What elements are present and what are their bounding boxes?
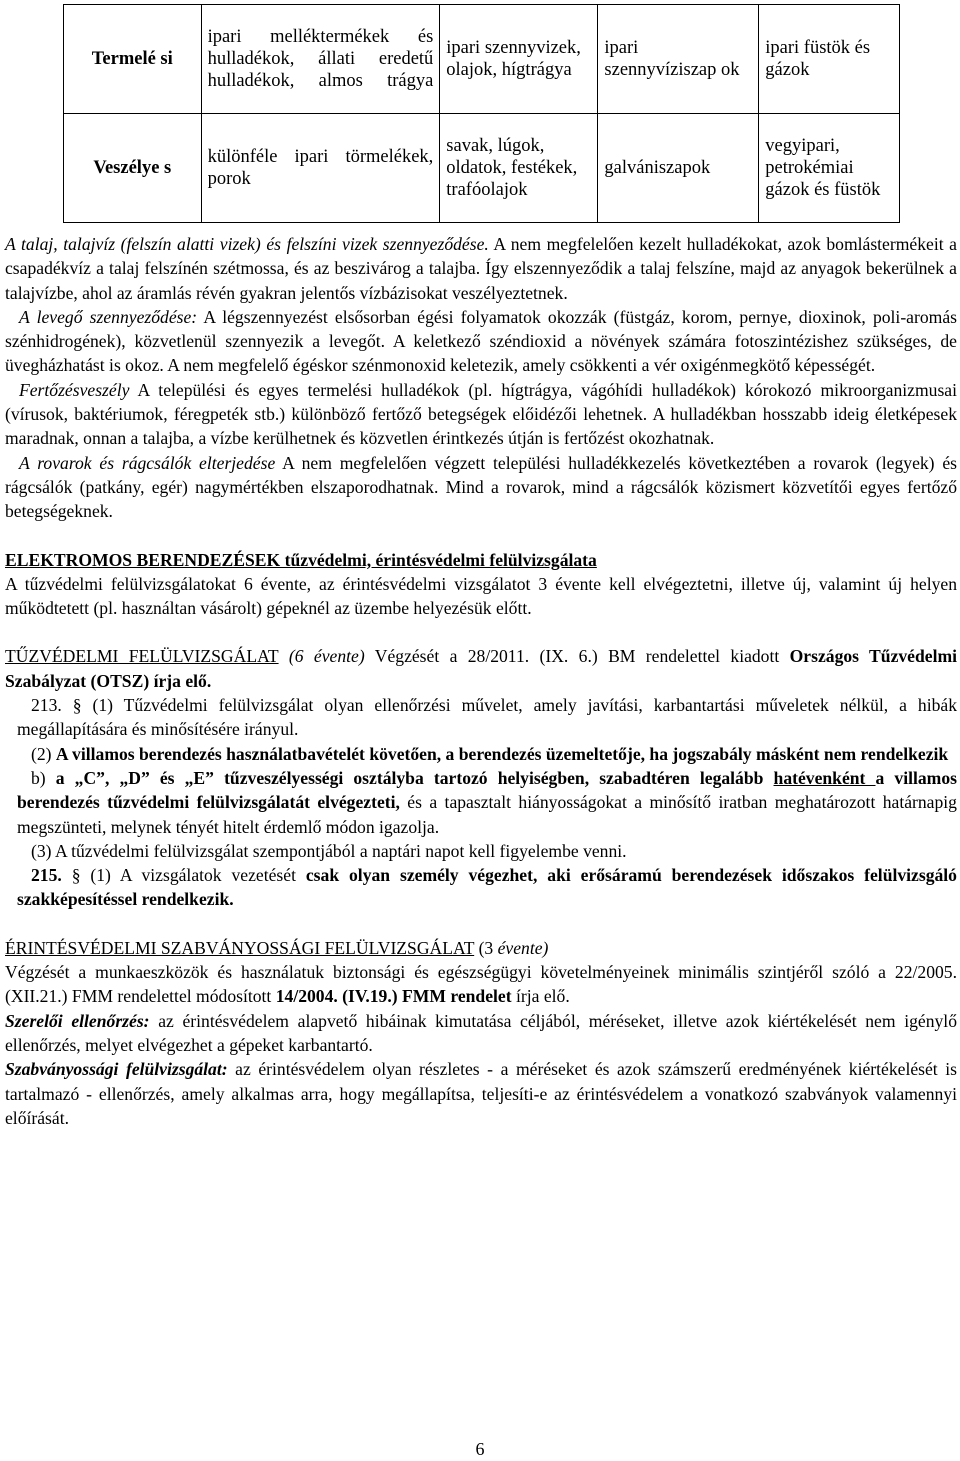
touch-period-italic: évente) xyxy=(497,937,549,958)
section-215-text: § (1) A vizsgálatok vezetését xyxy=(61,865,306,886)
section-b xyxy=(5,766,957,839)
fire-text: Végzését a 28/2011. (IX. 6.) BM rendelettel kiadott xyxy=(364,646,790,667)
page-number: 6 xyxy=(475,1439,485,1459)
section-b-bold: a „C”, „D” és „E” tűzveszélyességi osztályba tartozó helyiségben, szabadtéren legalább xyxy=(55,767,774,788)
waste-table xyxy=(63,4,900,223)
installer-title: Szerelői ellenőrzés: xyxy=(5,1010,150,1031)
standard-title: Szabványossági felülvizsgálat: xyxy=(5,1059,228,1080)
section-215-num: 215. xyxy=(31,865,62,886)
table-cell: ipari szennyvíziszap ok xyxy=(598,5,759,114)
document-body xyxy=(5,232,957,1130)
air-title: A levegő szennyeződése: xyxy=(19,306,198,327)
section-b-rest: és a tapasztalt hiányosságokat a minősítő iratban meghatározott határnapig megszünteti, melynek tényét hitelt érdemlő módon igazolja. xyxy=(17,792,957,837)
rodents-text: A nem megfelelően végzett települési hulladékkezelés következtében a rovarok (legyek) és rágcsálók (patkány, egér) nagymértékben elszaporodhatnak. Mind a rovarok, mind a rágcsálók közismert közvetítői egyes fertőző betegségeknek. xyxy=(5,452,957,522)
touch-paragraph xyxy=(5,960,957,1009)
row-header-production: Termelé si xyxy=(64,5,202,114)
touch-text2: írja elő. xyxy=(511,986,570,1007)
air-text: A légszennyezést elsősorban égési folyamatok okozzák (füstgáz, korom, pernye, dioxinok, poli-aromás szénhidrogének), közvetlenül szennyezik a levegőt. A keletkező széndioxid a növények számára fotoszintézishez szükséges, de üvegházhatást is okoz. A nem megfelelő égéskor szénmonoxid keletezik, amely csökkenti a vér oxigénmegkötő képességét. xyxy=(5,306,957,376)
soil-text: A nem megfelelően kezelt hulladékokat, azok bomlástermékeit a csapadékvíz a talaj felszínén szétmossa, és az beszivárog a talajba. Így elszennyeződik a talaj felszíne, majd az anyagok bekerülnek a talajvízbe, ahol az áramlás révén gyakran jelentős vízbázisokat veszélyeztetnek. xyxy=(5,234,957,303)
section-b-underline: hatévenként xyxy=(773,767,876,788)
section-213 xyxy=(5,693,957,742)
section-3-text: (3) A tűzvédelmi felülvizsgálat szempontjából a naptári napot kell figyelembe venni. xyxy=(31,840,627,861)
table-cell: ipari szennyvizek, olajok, hígtrágya xyxy=(440,5,598,114)
electric-heading xyxy=(5,548,957,572)
fire-paragraph xyxy=(5,644,957,693)
section-2-bold: A villamos berendezés használatbavételét követően, a berendezés üzemeltetője, ha jogszabály másként nem rendelkezik xyxy=(55,743,949,764)
table-cell: ipari füstök és gázok xyxy=(759,5,900,114)
infection-paragraph xyxy=(5,378,957,451)
section-2 xyxy=(5,742,957,766)
table-row xyxy=(64,114,900,223)
table-cell: ipari melléktermékek és hulladékok, állati eredetű hulladékok, almos trágya xyxy=(201,5,440,114)
touch-decree: 14/2004. (IV.19.) FMM rendelet xyxy=(275,986,512,1007)
section-3 xyxy=(5,839,957,863)
soil-title: A talaj, talajvíz (felszín alatti vizek) és felszíni vizek szennyeződése. xyxy=(5,234,489,254)
installer-text: az érintésvédelem alapvető hibáinak kimutatása céljából, méréseket, illetve azok kiértékelését nem igénylő ellenőrzés, melyet elvégezhet a gépeket karbantartó. xyxy=(5,1010,957,1055)
section-213-text: 213. § (1) Tűzvédelmi felülvizsgálat olyan ellenőrzési művelet, amely javítási, karbantartási műveletek nélkül, a hibák megállapítására és minősítésére irányul. xyxy=(17,695,957,740)
table-cell: savak, lúgok, oldatok, festékek, trafóolajok xyxy=(440,114,598,223)
infection-title: Fertőzésveszély xyxy=(19,379,130,400)
fire-heading: TŰZVÉDELMI FELÜLVIZSGÁLAT xyxy=(5,646,279,667)
table-cell: vegyipari, petrokémiai gázok és füstök xyxy=(759,114,900,223)
rodents-title: A rovarok és rágcsálók elterjedése xyxy=(19,452,276,473)
air-paragraph xyxy=(5,305,957,378)
touch-heading xyxy=(5,936,957,960)
fire-period: (6 évente) xyxy=(278,646,365,667)
infection-text: A települési és egyes termelési hulladékok (pl. hígtrágya, vágóhídi hulladékok) kórokozó mikroorganizmusai (vírusok, baktériumok, féregpeték stb.) különböző fertőző betegségek előidézői lehetnek. A hulladékban hosszabb ideig életképesek maradnak, onnan a talajba, a vízbe kerülhetnek és közvetlen érintkezés útján is fertőzést okozhatnak. xyxy=(5,379,957,449)
electric-paragraph: A tűzvédelmi felülvizsgálatokat 6 évente, az érintésvédelmi vizsgálatot 3 évente kell elvégeztetni, illetve új, valamint új helyen működtetett (pl. használtan vásárolt) gépeknél az üzembe helyezésük előtt. xyxy=(5,573,957,619)
standard-text: az érintésvédelem olyan részletes - a méréseket és azok számszerű eredményének kiértékelését is tartalmazó - ellenőrzés, amely alkalmas arra, hogy megállapítsa, teljesíti-e az érintésvédelem a vonatkozó szabványok valamennyi előírását. xyxy=(5,1059,957,1128)
table-cell: különféle ipari törmelékek, porok xyxy=(201,114,440,223)
section-215 xyxy=(5,863,957,912)
table-row xyxy=(64,5,900,114)
section-b-num: b) xyxy=(31,767,56,788)
fire-otsz: Országos Tűzvédelmi Szabályzat (OTSZ) írja elő. xyxy=(5,646,958,691)
table-cell: galvániszapok xyxy=(598,114,759,223)
soil-paragraph xyxy=(5,232,957,305)
touch-text: Végzését a munkaeszközök és használatuk biztonsági és egészségügyi követelményeinek minimális szintjéről szóló a 22/2005. (XII.21.) FMM rendelettel módosított xyxy=(5,962,957,1007)
standard-paragraph xyxy=(5,1057,957,1130)
row-header-hazardous: Veszélye s xyxy=(64,114,202,223)
rodents-paragraph xyxy=(5,451,957,524)
electric-heading-text: ELEKTROMOS BERENDEZÉSEK tűzvédelmi, érintésvédelmi felülvizsgálata xyxy=(5,549,597,570)
section-2-num: (2) xyxy=(31,743,56,764)
touch-heading-text: ÉRINTÉSVÉDELMI SZABVÁNYOSSÁGI FELÜLVIZSGÁLAT xyxy=(5,937,475,958)
section-215-bold: csak olyan személy végezhet, aki erősáramú berendezések időszakos felülvizsgáló szakképesítéssel rendelkezik. xyxy=(17,865,957,910)
installer-paragraph xyxy=(5,1009,957,1058)
section-b-bold2: a villamos berendezés tűzvédelmi felülvizsgálatát elvégezteti, xyxy=(17,767,957,813)
touch-period: (3 xyxy=(474,937,498,958)
